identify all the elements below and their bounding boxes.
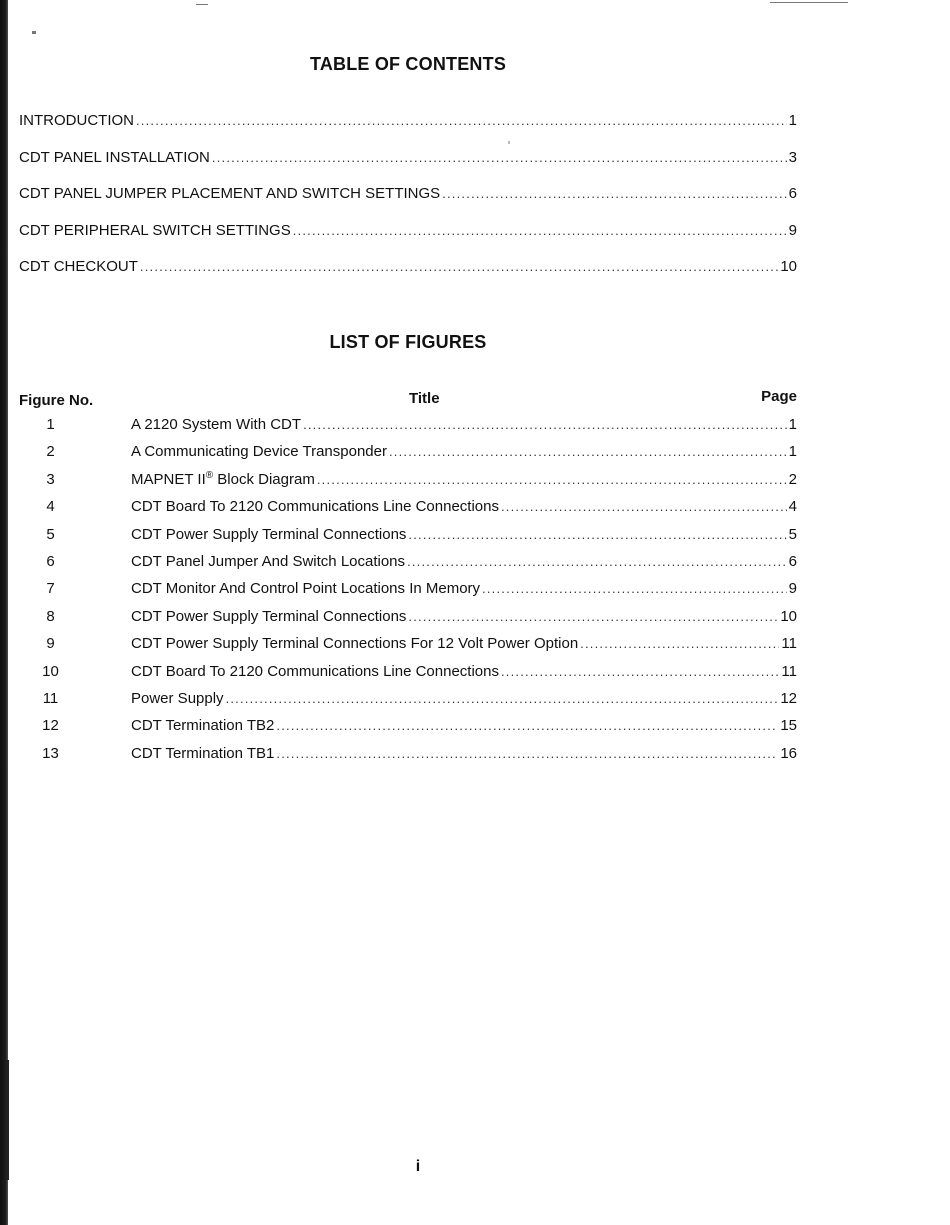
column-header-title: Title	[409, 390, 440, 407]
dot-leader	[408, 527, 786, 542]
dot-leader	[276, 718, 778, 733]
dot-leader	[501, 664, 779, 679]
toc-entry-label: CDT CHECKOUT	[19, 258, 138, 275]
figure-row[interactable]	[19, 745, 797, 772]
figure-title: CDT Monitor And Control Point Locations In Memory	[131, 580, 481, 598]
toc-entry-page: 6	[788, 185, 797, 202]
figure-number: 5	[46, 525, 55, 543]
figure-page: 16	[780, 744, 797, 762]
toc-entry[interactable]	[19, 185, 797, 222]
dot-leader	[212, 150, 787, 165]
figure-number: 6	[46, 552, 55, 570]
registered-mark: ®	[205, 469, 214, 481]
dot-leader	[482, 581, 787, 596]
toc-list	[19, 112, 797, 295]
figure-row[interactable]	[19, 663, 797, 690]
figure-title: A Communicating Device Transponder	[131, 443, 387, 461]
figure-row[interactable]	[19, 416, 797, 443]
page-number: i	[415, 1158, 421, 1175]
figure-number: 3	[46, 470, 55, 488]
figure-row[interactable]	[19, 471, 797, 498]
dot-leader	[442, 186, 786, 201]
toc-entry-label: INTRODUCTION	[19, 112, 134, 129]
figure-row[interactable]	[19, 498, 797, 525]
figure-row[interactable]	[19, 553, 797, 580]
figure-title: CDT Termination TB2	[131, 717, 275, 735]
figure-number: 9	[46, 635, 55, 653]
figure-title-rest: Block Diagram	[213, 470, 315, 488]
toc-entry-label: CDT PERIPHERAL SWITCH SETTINGS	[19, 221, 291, 239]
figure-title: CDT Power Supply Terminal Connections For 12 Volt Power Option	[131, 635, 579, 653]
figure-title: CDT Panel Jumper And Switch Locations	[131, 552, 406, 570]
lof-column-headers	[19, 390, 797, 410]
figure-number: 7	[46, 580, 55, 598]
figure-number: 1	[46, 416, 55, 433]
figure-page: 9	[788, 580, 797, 598]
figure-page: 6	[788, 552, 797, 570]
figure-row[interactable]	[19, 443, 797, 470]
figure-page: 5	[788, 525, 797, 543]
toc-entry[interactable]	[19, 222, 797, 259]
figure-number: 11	[42, 689, 59, 707]
figure-title: CDT Board To 2120 Communications Line Connections	[131, 662, 499, 680]
figure-row[interactable]	[19, 526, 797, 553]
column-header-figure-no: Figure No.	[19, 392, 94, 409]
figure-row[interactable]	[19, 580, 797, 607]
figure-page: 2	[788, 470, 797, 488]
figure-number: 13	[42, 744, 59, 762]
figure-title: CDT Power Supply Terminal Connections	[131, 607, 407, 625]
figure-title: CDT Board To 2120 Communications Line Connections	[131, 498, 499, 516]
toc-entry-page: 10	[780, 258, 797, 275]
dot-leader	[293, 223, 787, 238]
dot-leader	[136, 113, 787, 128]
toc-entry-page: 3	[788, 148, 797, 166]
figure-row[interactable]	[19, 608, 797, 635]
figure-title: CDT Termination TB1	[131, 744, 275, 762]
figure-page: 15	[780, 717, 797, 735]
figure-page: 4	[788, 498, 797, 516]
figure-row[interactable]	[19, 717, 797, 744]
figure-page: 1	[788, 443, 797, 461]
toc-entry-page: 1	[788, 112, 797, 129]
figure-page: 11	[781, 662, 797, 680]
toc-entry[interactable]	[19, 112, 797, 149]
toc-entry[interactable]	[19, 149, 797, 186]
figure-page: 1	[788, 416, 797, 433]
dot-leader	[501, 499, 787, 514]
figure-number: 10	[42, 662, 59, 680]
figure-title: CDT Power Supply Terminal Connections	[131, 525, 407, 543]
figure-row[interactable]	[19, 635, 797, 662]
dot-leader	[408, 609, 778, 624]
toc-entry-page: 9	[788, 221, 797, 239]
toc-title: TABLE OF CONTENTS	[309, 54, 507, 74]
dot-leader	[303, 417, 787, 432]
dot-leader	[389, 444, 787, 459]
figure-title	[131, 471, 315, 488]
toc-entry-label: CDT PANEL JUMPER PLACEMENT AND SWITCH SETTINGS	[19, 185, 441, 202]
figure-title-main: MAPNET II	[131, 470, 206, 488]
figure-number: 2	[46, 443, 55, 461]
figure-page: 11	[781, 635, 797, 653]
figure-number: 4	[46, 498, 55, 516]
dot-leader	[317, 472, 787, 487]
figure-page: 12	[780, 689, 797, 707]
figure-number: 8	[46, 607, 55, 625]
lof-title: LIST OF FIGURES	[329, 332, 487, 352]
toc-entry[interactable]	[19, 258, 797, 295]
toc-entry-label: CDT PANEL INSTALLATION	[19, 148, 210, 166]
dot-leader	[276, 746, 778, 761]
dot-leader	[580, 636, 779, 651]
figure-page: 10	[780, 607, 797, 625]
figure-title: Power Supply	[131, 689, 224, 707]
dot-leader	[226, 691, 779, 706]
figure-title: A 2120 System With CDT	[131, 416, 302, 433]
figure-number: 12	[42, 717, 59, 735]
figure-row[interactable]	[19, 690, 797, 717]
dot-leader	[140, 259, 778, 274]
column-header-page: Page	[761, 388, 797, 405]
lof-list	[19, 416, 797, 772]
dot-leader	[407, 554, 787, 569]
